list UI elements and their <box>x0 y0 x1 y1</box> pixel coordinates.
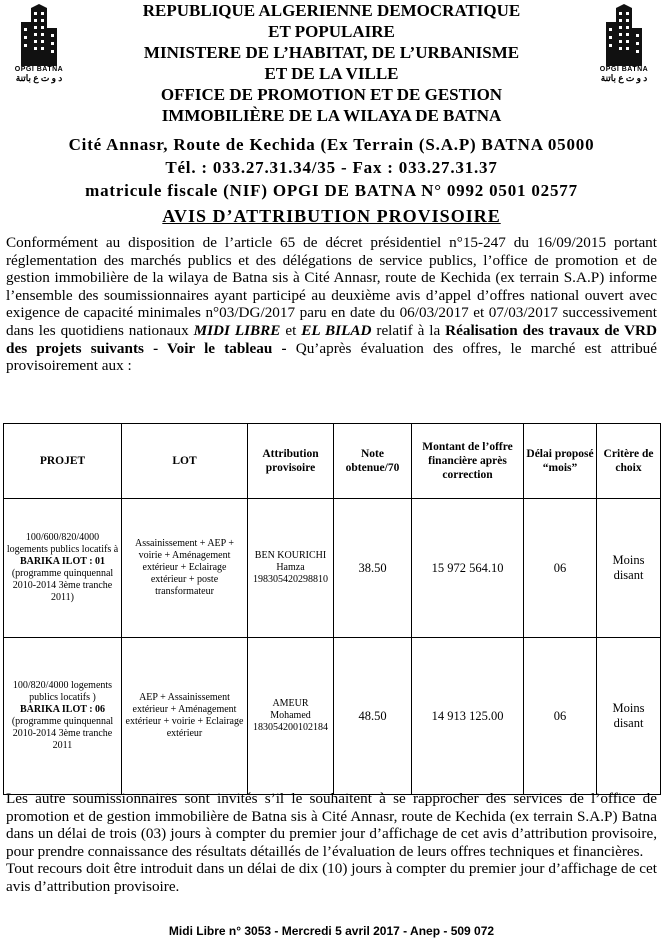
attributaire-name: BEN KOURICHI <box>254 550 327 561</box>
header-line-6: IMMOBILIÈRE DE LA WILAYA DE BATNA <box>161 106 502 125</box>
table-row <box>4 499 661 638</box>
cell-montant: 14 913 125.00 <box>412 638 524 795</box>
projet-ilot: BARIKA ILOT : 01 <box>19 556 106 567</box>
table-row <box>4 638 661 795</box>
header-line-3: MINISTERE DE L’HABITAT, DE L’URBANISME <box>143 43 520 62</box>
logo-arabic-caption: د و ت ع باتنة <box>15 73 63 83</box>
header-address: Cité Annasr, Route de Kechida (Ex Terrain (S.A.P) BATNA 05000 <box>68 135 595 154</box>
cell-critere: Moins disant <box>597 638 661 795</box>
intro-text-3: Qu’après évaluation des offres, le marché est attribué provisoirement aux : <box>6 339 657 375</box>
header-lot: LOT <box>122 424 248 499</box>
header-delai: Délai proposé “mois” <box>524 424 597 499</box>
header-projet: PROJET <box>4 424 122 499</box>
header-critere: Critère de choix <box>597 424 661 499</box>
building-icon <box>17 4 61 66</box>
newspaper-el-bilad: EL BILAD <box>301 321 372 339</box>
intro-text-2: relatif à la <box>371 321 446 339</box>
attribution-table <box>3 423 661 795</box>
projet-programme: (programme quinquennal 2010-2014 3ème tranche 2011 <box>11 716 114 751</box>
cell-lot: AEP + Assainissement extérieur + Aménagement extérieur + voirie + Eclairage extérieur <box>122 638 248 795</box>
cell-delai: 06 <box>524 499 597 638</box>
header-note: Note obtenue/70 <box>334 424 412 499</box>
cell-projet <box>4 638 122 795</box>
opgi-logo-left <box>6 4 72 84</box>
cell-attribution <box>248 499 334 638</box>
intro-and: et <box>280 321 302 339</box>
cell-montant: 15 972 564.10 <box>412 499 524 638</box>
publication-footer: Midi Libre n° 3053 - Mercredi 5 avril 2017 - Anep - 509 072 <box>168 924 495 938</box>
header-montant: Montant de l’offre financière après correction <box>412 424 524 499</box>
intro-text-1: Conformément au disposition de l’article 65 de décret présidentiel n°15-247 du 16/09/2015 portant réglementation des marchés publics et des délégations de service publics, l’office de promotion et de gestion immobilière de la wilaya de Batna sis à Cité Annasr, route de Kechida (ex terrain S.A.P) informe l’ensemble des soumissionnaires ayant participé au deuxième avis d’appel d’offres national ouvert avec exigence de capacité minimales n°03/DG/2017 paru en date du 06/03/2017 et 07/03/2017 successivement dans les quotidiens nationaux <box>6 234 657 339</box>
header-block <box>70 0 593 126</box>
cell-attribution <box>248 638 334 795</box>
projet-description: 100/600/820/4000 logements publics locatifs à <box>6 532 119 555</box>
notice-title: AVIS D’ATTRIBUTION PROVISOIRE <box>162 206 501 226</box>
attributaire-id: 198305420298810 <box>253 574 328 585</box>
header-attribution: Attribution provisoire <box>248 424 334 499</box>
cell-lot: Assainissement + AEP + voirie + Aménagement extérieur + Eclairage extérieur + poste transformateur <box>122 499 248 638</box>
closing-text-1: Les autre soumissionnaires sont invités s’il le souhaitent à se rapprocher des services de l’office de promotion et de gestion immobilière de Batna sis à Cité Annasr, route de Kechida (ex terrain S.A.P) Batna dans un délai de trois (03) jours à compter du premier jour d’affichage de cet avis d’attribution provisoire, pour prendre connaissance des résultats détaillés de l’évaluation de leurs offres techniques et financières. <box>6 790 657 860</box>
attributaire-firstname: Hamza <box>276 562 305 573</box>
projet-description: 100/820/4000 logements publics locatifs ) <box>12 680 113 703</box>
intro-paragraph <box>6 234 657 375</box>
cell-projet <box>4 499 122 638</box>
header-nif: matricule fiscale (NIF) OPGI DE BATNA N° 0992 0501 02577 <box>85 181 578 200</box>
building-icon <box>602 4 646 66</box>
logo-caption: OPGI BATNA <box>14 66 64 73</box>
header-line-4: ET DE LA VILLE <box>264 64 399 83</box>
cell-note: 38.50 <box>334 499 412 638</box>
projet-ilot: BARIKA ILOT : 06 <box>19 704 106 715</box>
attributaire-name: AMEUR <box>272 698 309 709</box>
header-line-5: OFFICE DE PROMOTION ET DE GESTION <box>160 85 503 104</box>
intro-bold-text: Réalisation des travaux de VRD des projets suivants - Voir le tableau - <box>6 321 657 357</box>
closing-paragraph <box>6 790 657 896</box>
closing-text-2: Tout recours doit être introduit dans un délai de dix (10) jours à compter du premier jour d’affichage de cet avis d’attribution provisoire. <box>6 860 657 895</box>
attributaire-firstname: Mohamed <box>270 710 311 721</box>
attributaire-id: 183054200102184 <box>253 722 328 733</box>
header-phone: Tél. : 033.27.31.34/35 - Fax : 033.27.31.37 <box>165 158 498 177</box>
cell-delai: 06 <box>524 638 597 795</box>
logo-caption: OPGI BATNA <box>599 66 649 73</box>
header-line-1: REPUBLIQUE ALGERIENNE DEMOCRATIQUE <box>142 1 521 20</box>
opgi-logo-right <box>591 4 657 84</box>
table-header-row <box>4 424 661 499</box>
cell-note: 48.50 <box>334 638 412 795</box>
cell-critere: Moins disant <box>597 499 661 638</box>
newspaper-midi-libre: MIDI LIBRE <box>193 321 281 339</box>
projet-programme: (programme quinquennal 2010-2014 3ème tranche 2011) <box>11 568 114 603</box>
header-line-2: ET POPULAIRE <box>268 22 395 41</box>
logo-arabic-caption: د و ت ع باتنة <box>600 73 648 83</box>
